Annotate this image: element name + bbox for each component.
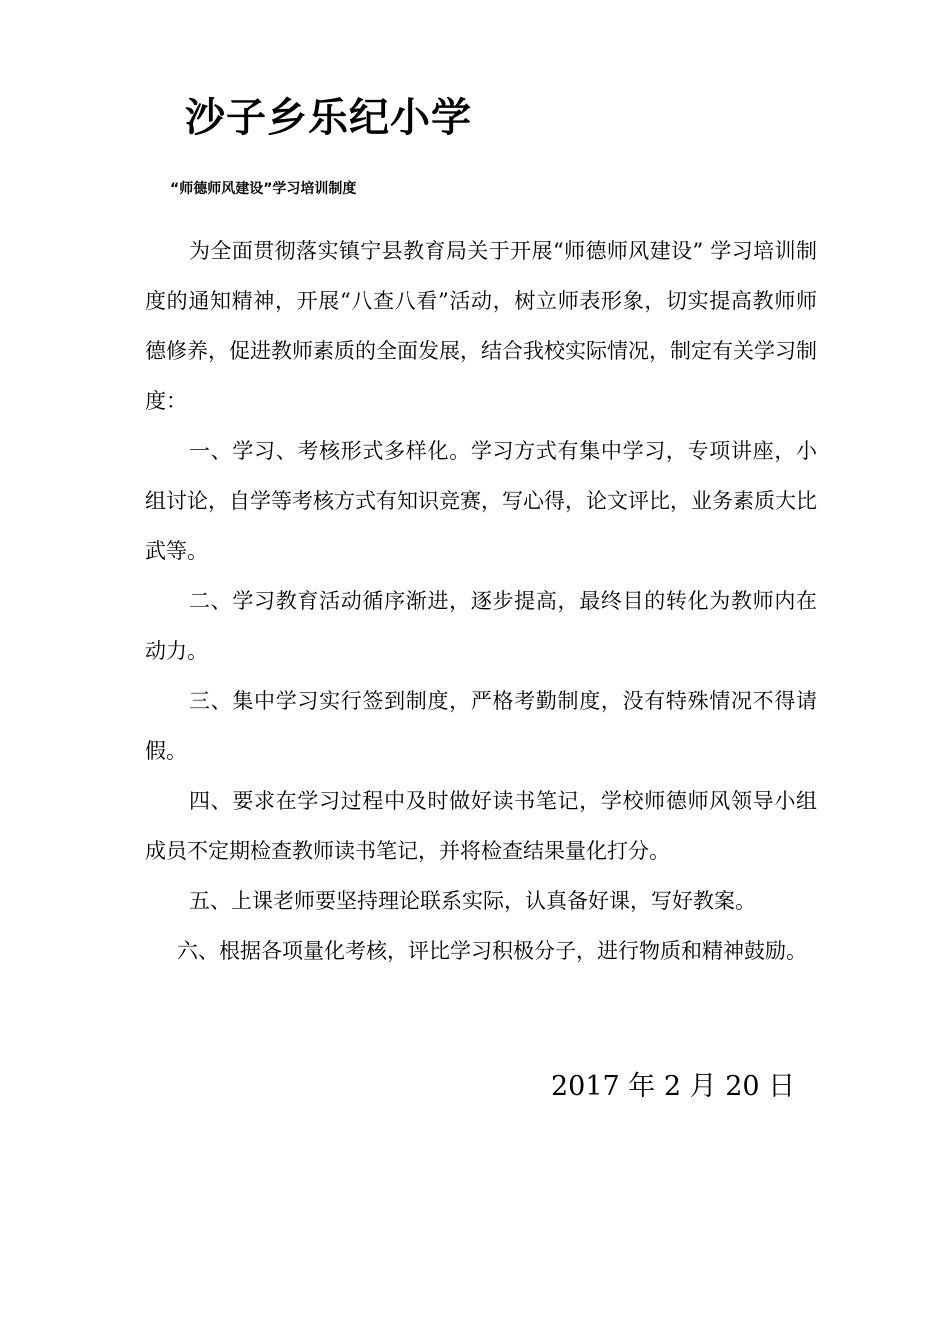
- document-date: 2017 年 2 月 20 日: [551, 1071, 796, 1102]
- rule-6-paragraph: 六、根据各项量化考核，评比学习积极分子，进行物质和精神鼓励。: [177, 939, 807, 963]
- document-body: [145, 226, 817, 976]
- rule-4-paragraph: 四、要求在学习过程中及时做好读书笔记，学校师德师风领导小组成员不定期检查教师读书笔记，并将检查结果量化打分。: [145, 789, 817, 863]
- school-name-heading: 沙子乡乐纪小学: [185, 95, 472, 141]
- rule-2-paragraph: 二、学习教育活动循序渐进，逐步提高，最终目的转化为教师内在动力。: [145, 589, 817, 663]
- intro-paragraph: 为全面贯彻落实镇宁县教育局关于开展“师德师风建设” 学习培训制度的通知精神，开展“八查八看”活动，树立师表形象，切实提高教师师德修养，促进教师素质的全面发展，结合我校实际情况，制定有关学习制度：: [145, 239, 817, 413]
- rule-5-paragraph: 五、上课老师要坚持理论联系实际，认真备好课，写好教案。: [189, 889, 756, 913]
- document-subtitle: “师德师风建设”学习培训制度: [170, 181, 357, 197]
- rule-3-paragraph: 三、集中学习实行签到制度，严格考勤制度，没有特殊情况不得请假。: [145, 689, 817, 763]
- rule-1-paragraph: 一、学习、考核形式多样化。学习方式有集中学习，专项讲座，小组讨论，自学等考核方式有知识竞赛，写心得，论文评比，业务素质大比武等。: [145, 439, 817, 563]
